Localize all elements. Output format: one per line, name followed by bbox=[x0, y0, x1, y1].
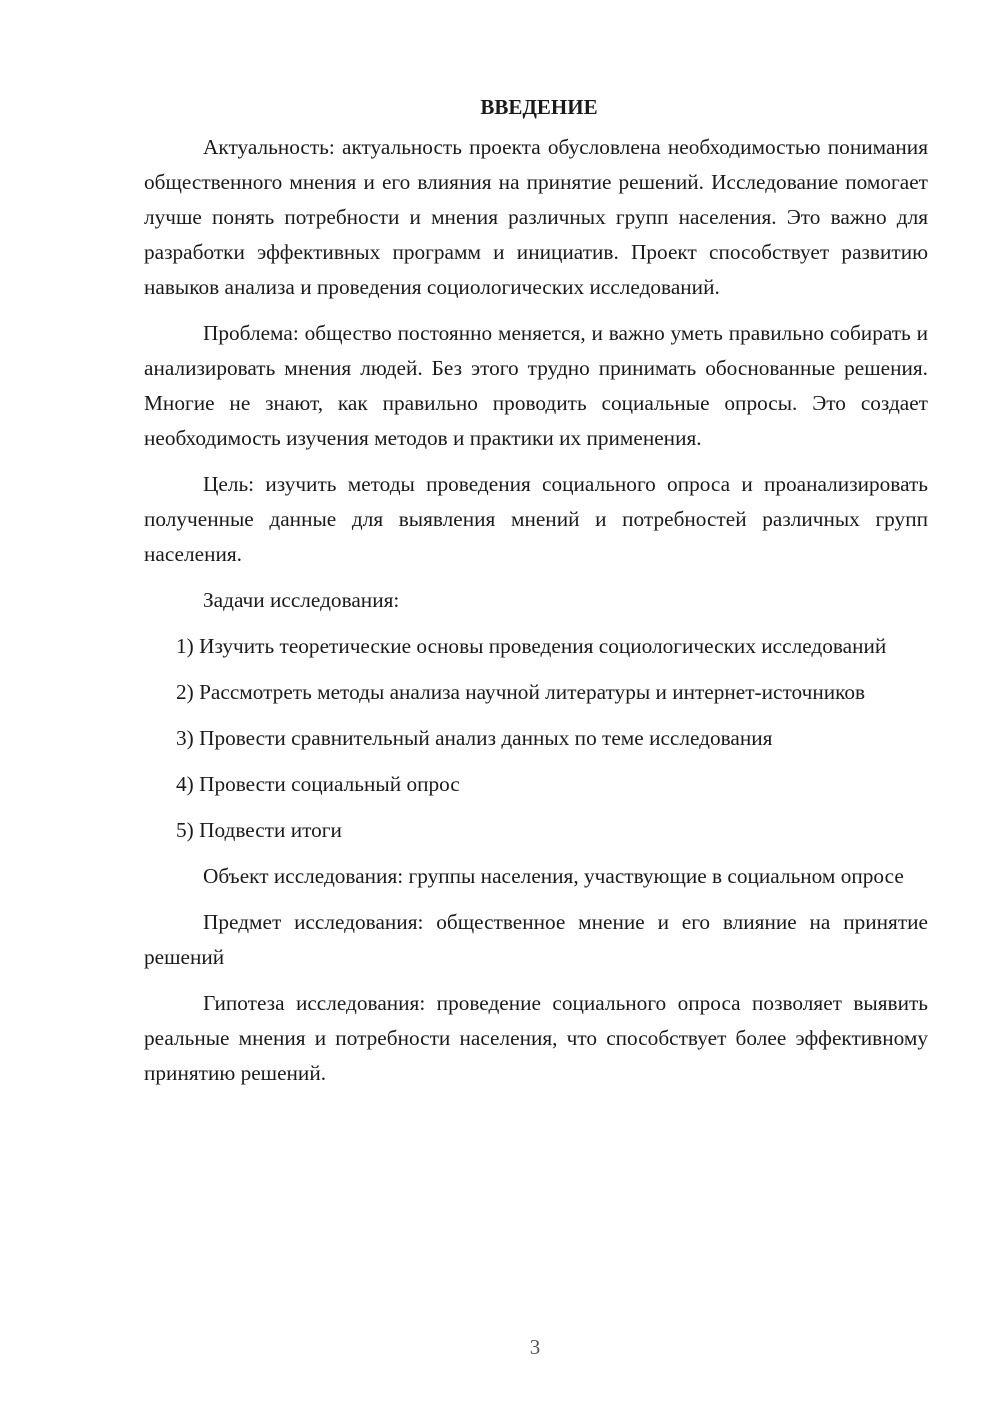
task-item-4: 4) Провести социальный опрос bbox=[176, 772, 460, 796]
task-item-2: 2) Рассмотреть методы анализа научной литературы и интернет-источников bbox=[176, 680, 866, 704]
paragraph-goal: Цель: изучить методы проведения социального опроса и проанализировать полученные данные для выявления мнений и потребностей различных групп населения. bbox=[144, 472, 928, 566]
tasks-list bbox=[144, 629, 928, 848]
tasks-heading: Задачи исследования: bbox=[203, 588, 400, 612]
section-title: ВВЕДЕНИЕ bbox=[480, 95, 598, 119]
paragraph-relevance: Актуальность: актуальность проекта обусловлена необходимостью понимания общественного мнения и его влияния на принятие решений. Исследование помогает лучше понять потребности и мнения различных групп населения. Это важно для разработки эффективных программ и инициатив. Проект способствует развитию навыков анализа и проведения социологических исследований. bbox=[144, 135, 928, 299]
task-item-5: 5) Подвести итоги bbox=[176, 818, 342, 842]
task-item-1: 1) Изучить теоретические основы проведения социологических исследований bbox=[176, 634, 887, 658]
page-number: 3 bbox=[529, 1335, 541, 1359]
paragraph-hypothesis: Гипотеза исследования: проведение социального опроса позволяет выявить реальные мнения и потребности населения, что способствует более эффективному принятию решений. bbox=[144, 991, 928, 1085]
paragraph-subject: Предмет исследования: общественное мнение и его влияние на принятие решений bbox=[144, 910, 928, 969]
paragraph-problem: Проблема: общество постоянно меняется, и важно уметь правильно собирать и анализировать мнения людей. Без этого трудно принимать обоснованные решения. Многие не знают, как правильно проводить социальные опросы. Это создает необходимость изучения методов и практики их применения. bbox=[144, 321, 928, 450]
task-item-3: 3) Провести сравнительный анализ данных по теме исследования bbox=[176, 726, 773, 750]
paragraph-object: Объект исследования: группы населения, участвующие в социальном опросе bbox=[203, 864, 904, 888]
document-page bbox=[144, 92, 928, 1102]
